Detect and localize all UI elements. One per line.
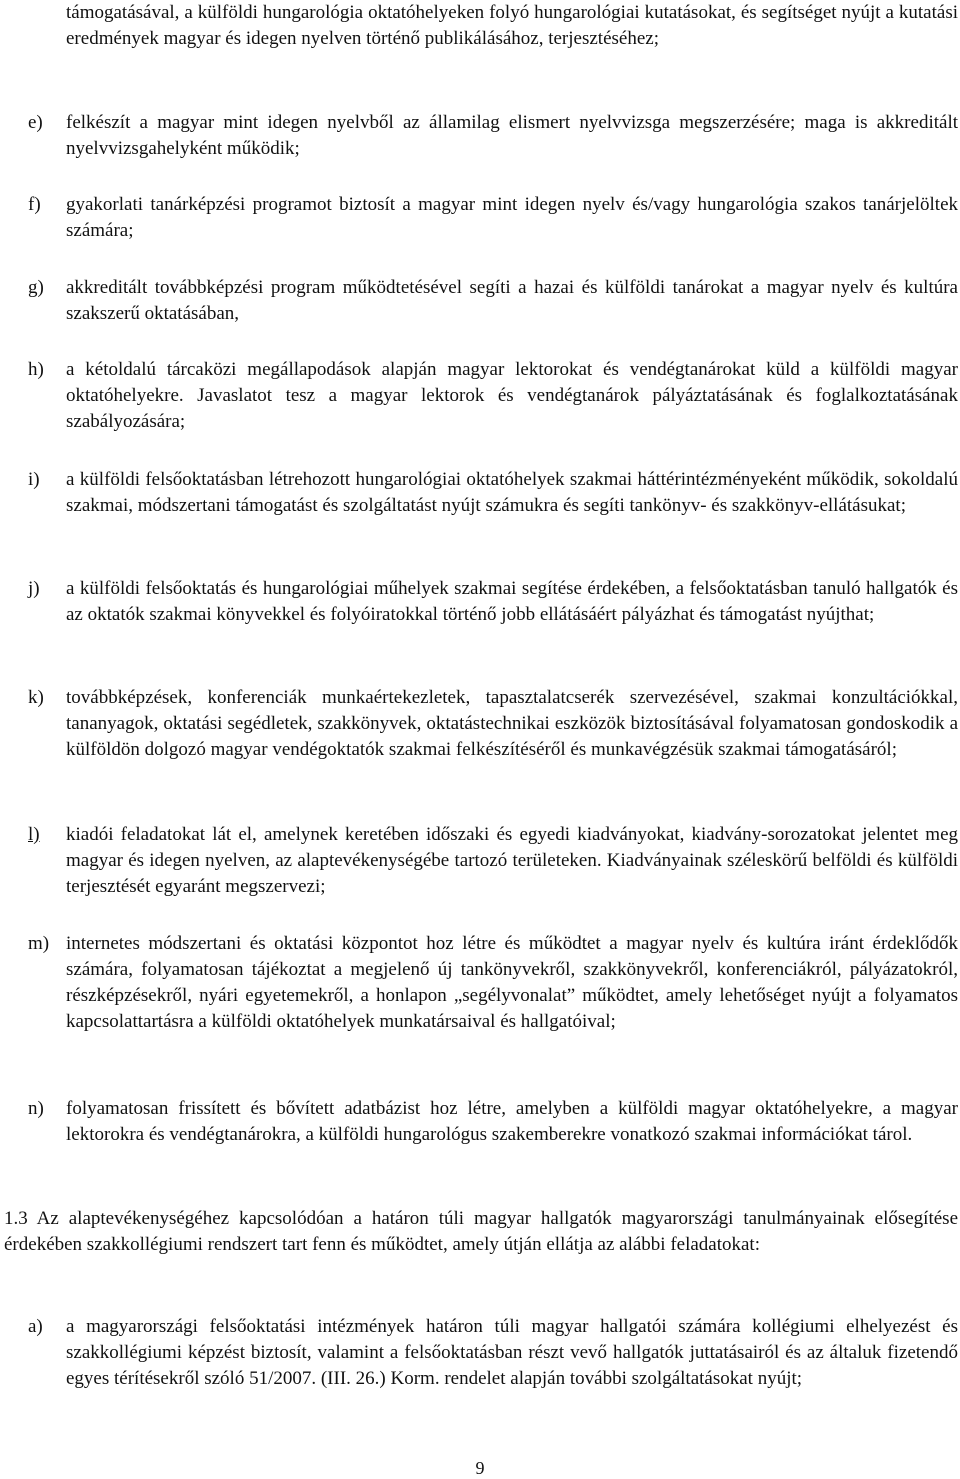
list-text: a külföldi felsőoktatásban létrehozott hungarológiai oktatóhelyek szakmai háttérintézményeként működik, sokoldalú szakmai, módszertani támogatást és szolgáltatást nyújt számukra és segíti tankönyv- és szakkönyv-ellátásukat; (66, 469, 958, 516)
list-label: k) (28, 687, 44, 708)
list-text: internetes módszertani és oktatási központot hoz létre és működtet a magyar nyelv és kultúra iránt érdeklődők számára, folyamatosan tájékoztat a megjelenő új tankönyvekről, szakkönyvekről, konferenciákról, pályázatokról, részképzésekről, nyári egyetemekről, a honlapon „segélyvonalat” működtet, amely lehetőséget nyújt a folyamatos kapcsolattartásra a külföldi oktatóhelyek munkatársaival és hallgatóival; (66, 933, 958, 1032)
section-1-3: 1.3 Az alaptevékenységéhez kapcsolódóan a határon túli magyar hallgatók magyarországi tanulmányainak elősegítése érdekében szakkollégiumi rendszert tart fenn és működtet, amely útján ellátja az alábbi feladatokat: (4, 1208, 958, 1255)
list-text: a kétoldalú tárcaközi megállapodások alapján magyar lektorokat és vendégtanárokat küld a külföldi magyar oktatóhelyekre. Javaslatot tesz a magyar lektorok és vendégtanárok pályáztatásának és foglalkoztatásának szabályozására; (66, 359, 958, 432)
list-label: j) (28, 578, 40, 599)
page-number: 9 (475, 1458, 485, 1478)
list-text: kiadói feladatokat lát el, amelynek keretében időszaki és egyedi kiadványokat, kiadvány-sorozatokat jelentet meg magyar és idegen nyelven, az alaptevékenységébe tartozó területeken. Kiadványainak széleskörű belföldi és külföldi terjesztését egyaránt megszervezi; (66, 824, 958, 897)
list-text: akkreditált továbbképzési program működtetésével segíti a hazai és külföldi tanárokat a magyar nyelv és kultúra szakszerű oktatásában, (66, 277, 958, 324)
list-text: továbbképzések, konferenciák munkaértekezletek, tapasztalatcserék szervezésével, szakmai konzultációkkal, tananyagok, oktatási segédletek, szakkönyvek, oktatástechnikai eszközök biztosításával folyamatosan gondoskodik a külföldön dolgozó magyar vendégoktatók szakmai felkészítéséről és munkavégzésük szakmai támogatásáról; (66, 687, 958, 760)
list-label: n) (28, 1098, 44, 1119)
list-text: gyakorlati tanárképzési programot biztosít a magyar mint idegen nyelv és/vagy hungarológia szakos tanárjelöltek számára; (66, 194, 958, 241)
list-label: i) (28, 469, 40, 490)
list-text: folyamatosan frissített és bővített adatbázist hoz létre, amelyben a külföldi magyar oktatóhelyekre, a magyar lektorokra és vendégtanárokra, a külföldi hungarológus szakemberekre vonatkozó szakmai információkat tárol. (66, 1098, 958, 1145)
list-label: a) (28, 1316, 43, 1337)
list-label: f) (28, 194, 41, 215)
list-label: h) (28, 359, 44, 380)
list-text: a külföldi felsőoktatás és hungarológiai műhelyek szakmai segítése érdekében, a felsőoktatásban tanuló hallgatók és az oktatók szakmai könyvekkel és folyóiratokkal történő jobb ellátásáért pályázhat és támogatást nyújthat; (66, 578, 958, 625)
list-text: a magyarországi felsőoktatási intézmények határon túli magyar hallgatói számára kollégiumi elhelyezést és szakkollégiumi képzést biztosít, valamint a felsőoktatásban részt vevő hallgatók juttatásairól és az általuk fizetendő egyes térítésekről szóló 51/2007. (III. 26.) Korm. rendelet alapján további szolgáltatásokat nyújt; (66, 1316, 958, 1389)
list-label: g) (28, 277, 44, 298)
list-text: felkészít a magyar mint idegen nyelvből az államilag elismert nyelvvizsga megszerzésére; maga is akkreditált nyelvvizsgahelyként működik; (66, 112, 958, 159)
list-label: l) (28, 824, 40, 845)
list-label: e) (28, 112, 43, 133)
list-label: m) (28, 933, 50, 954)
continued-paragraph: támogatásával, a külföldi hungarológia oktatóhelyeken folyó hungarológiai kutatásokat, és segítséget nyújt a kutatási eredmények magyar és idegen nyelven történő publikálásához, terjesztéséhez; (66, 2, 958, 49)
